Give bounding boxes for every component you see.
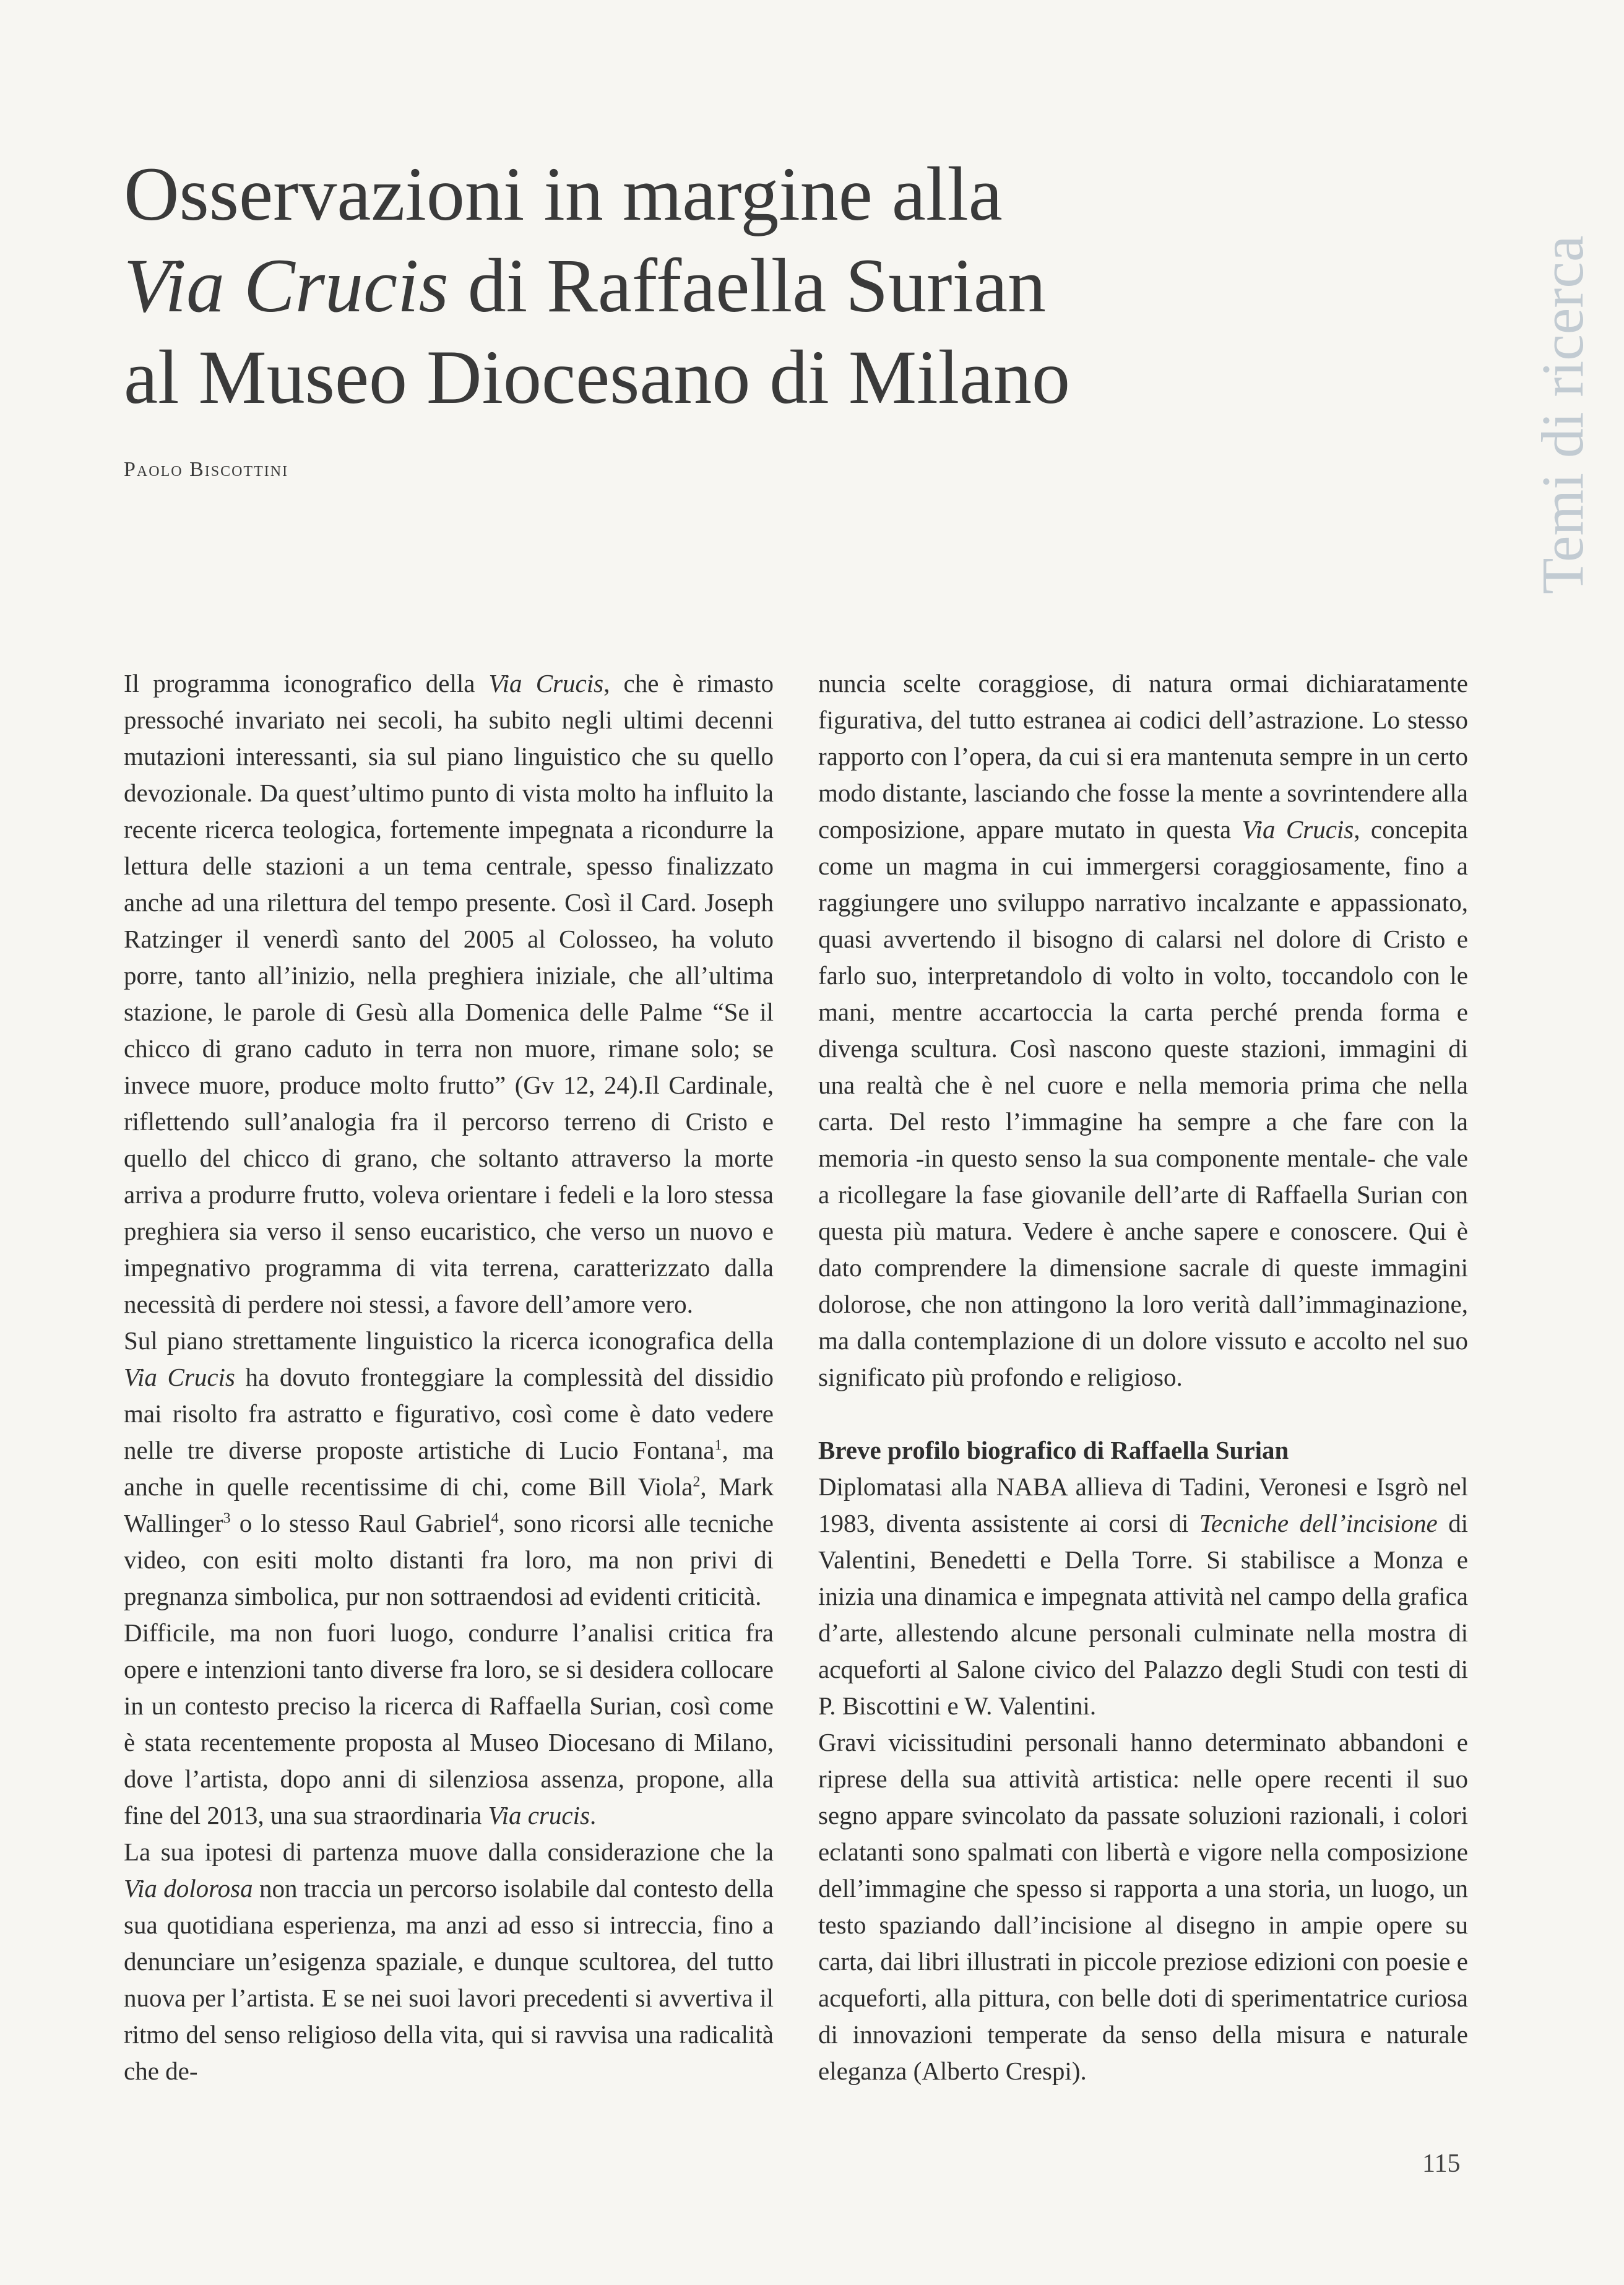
article-title xyxy=(124,149,1275,423)
text-run: Difficile, ma non fuori luogo, condurre l’analisi critica fra opere e intenzioni tanto diverse fra loro, se si desidera collocare in un contesto preciso la ricerca di Raffaella Surian, così come è stata recentemente proposta al Museo Diocesano di Milano, dove l’artista, dopo anni di silenziosa assenza, propone, alla fine del 2013, una sua straordinaria xyxy=(124,1618,774,1829)
right-column xyxy=(818,665,1468,2089)
footnote-ref: 1 xyxy=(714,1437,722,1454)
italic-run: Via dolorosa xyxy=(124,1874,253,1903)
text-run: ha dovuto fronteggiare la complessità del dissidio mai risolto fra astratto e figurativo, così come è dato vedere nelle tre diverse proposte artistiche di Lucio Fontana xyxy=(124,1363,774,1464)
page-number: 115 xyxy=(1422,2149,1461,2178)
footnote-ref: 2 xyxy=(693,1474,701,1490)
text-run: . xyxy=(589,1801,597,1829)
text-run: o lo stesso Raul Gabriel xyxy=(230,1509,491,1537)
title-line-2-rest: di Raffaella Surian xyxy=(448,243,1047,328)
text-run: , sono ricorsi alle tecniche video, con esiti molto distanti fra loro, ma non privi di pregnanza simbolica, pur non sottraendosi ad evidenti criticità. xyxy=(124,1509,774,1610)
italic-run: Tecniche dell’incisione xyxy=(1199,1509,1438,1537)
section-heading: Breve profilo biografico di Raffaella Surian xyxy=(818,1436,1289,1464)
text-run: Diplomatasi alla NABA allieva di Tadini, Veronesi e Isgrò nel 1983, diventa assistente ai corsi di xyxy=(818,1472,1468,1537)
paragraph xyxy=(124,1834,774,2089)
paragraph xyxy=(818,665,1468,1396)
paragraph xyxy=(124,1615,774,1834)
italic-run: Via crucis xyxy=(488,1801,590,1829)
title-line-3: al Museo Diocesano di Milano xyxy=(124,335,1071,420)
paragraph: Gravi vicissitudini personali hanno determinato abbandoni e riprese della sua attività artistica: nelle opere recenti il suo segno appare svincolato da passate soluzioni razionali, i colori eclatanti sono spalmati con libertà e vigore nella composizione dell’immagine che spesso si rapporta a una storia, un luogo, un testo spaziando dall’incisione al disegno in ampie opere su carta, dai libri illustrati in piccole preziose edizioni con poesie e acqueforti, alla pittura, con belle doti di sperimentatrice curiosa di innovazioni temperate da senso della misura e naturale eleganza (Alberto Crespi). xyxy=(818,1728,1468,2085)
paragraph xyxy=(818,1469,1468,1724)
title-line-2 xyxy=(124,240,1275,332)
paragraph xyxy=(124,665,774,1323)
text-run: , ma anche in quelle recentissime di chi, come Bill Viola xyxy=(124,1436,774,1501)
section-side-label: Temi di ricerca xyxy=(1529,235,1596,594)
text-run: nuncia scelte coraggiose, di natura ormai dichiaratamente figurativa, del tutto estranea ai codici dell’astrazione. Lo stesso rapporto con l’opera, da cui si era mantenuta sempre in un certo modo distante, lasciando che fosse la mente a sovrintendere alla composizione, appare mutato in questa xyxy=(818,669,1468,844)
footnote-ref: 3 xyxy=(223,1510,231,1527)
text-run: di Valentini, Benedetti e Della Torre. Si stabilisce a Monza e inizia una dinamica e impegnata attività nel campo della grafica d’arte, allestendo alcune personali culminate nella mostra di acqueforti al Salone civico del Palazzo degli Studi con testi di P. Biscottini e W. Valentini. xyxy=(818,1509,1468,1720)
italic-run: Via Crucis xyxy=(1242,815,1354,844)
text-run: non traccia un percorso isolabile dal contesto della sua quotidiana esperienza, ma anzi ad esso si intreccia, fino a denunciare un’esigenza spaziale, e dunque scultorea, del tutto nuova per l’artista. E se nei suoi lavori precedenti si avvertiva il ritmo del senso religioso della vita, qui si ravvisa una radicalità che de- xyxy=(124,1874,774,2085)
title-italic: Via Crucis xyxy=(124,243,449,328)
text-run: La sua ipotesi di partenza muove dalla considerazione che la xyxy=(124,1838,774,1866)
text-run: , concepita come un magma in cui immergersi coraggiosamente, fino a raggiungere uno sviluppo narrativo incalzante e appassionato, quasi avvertendo il bisogno di calarsi nel dolore di Cristo e farlo suo, interpretandolo di volto in volto, toccandolo con le mani, mentre accartoccia la carta perché prenda forma e divenga scultura. Così nascono queste stazioni, immagini di una realtà che è nel cuore e nella memoria prima che nella carta. Del resto l’immagine ha sempre a che fare con la memoria -in questo senso la sua componente mentale- che vale a ricollegare la fase giovanile dell’arte di Raffaella Surian con questa più matura. Vedere è anche sapere e conoscere. Qui è dato comprendere la dimensione sacrale di queste immagini dolorose, che non attingono la loro verità dall’immaginazione, ma dalla contemplazione di un dolore vissuto e accolto nel suo significato più profondo e religioso. xyxy=(818,815,1468,1391)
left-column xyxy=(124,665,774,2089)
text-run: , che è rimasto pressoché invariato nei secoli, ha subito negli ultimi decenni mutazioni interessanti, sia sul piano linguistico che su quello devozionale. Da quest’ultimo punto di vista molto ha influito la recente ricerca teologica, fortemente impegnata a ricondurre la lettura delle stazioni a un tema centrale, spesso finalizzato anche ad una rilettura del tempo presente. Così il Card. Joseph Ratzinger il venerdì santo del 2005 al Colosseo, ha voluto porre, tanto all’inizio, nella preghiera iniziale, che all’ultima stazione, le parole di Gesù alla Domenica delle Palme “Se il chicco di grano caduto in terra non muore, rimane solo; se invece muore, produce molto frutto” (Gv 12, 24).Il Cardinale, riflettendo sull’analogia fra il percorso terreno di Cristo e quello del chicco di grano, che soltanto attraverso la morte arriva a produrre frutto, voleva orientare i fedeli e la loro stessa preghiera sia verso il senso eucaristico, che verso un nuovo e impegnativo programma di vita terrena, caratterizzato dalla necessità di perdere noi stessi, a favore dell’amore vero. xyxy=(124,669,774,1318)
text-run: , Mark Wallinger xyxy=(124,1472,774,1537)
italic-run: Via Crucis xyxy=(488,669,604,698)
title-line-1: Osservazioni in margine alla xyxy=(124,152,1003,236)
text-run: Sul piano strettamente linguistico la ricerca iconografica della xyxy=(124,1326,774,1355)
italic-run: Via Crucis xyxy=(124,1363,235,1391)
author-name: Paolo Biscottini xyxy=(124,458,289,481)
paragraph xyxy=(124,1323,774,1615)
text-run: Il programma iconografico della xyxy=(124,669,489,698)
footnote-ref: 4 xyxy=(491,1510,499,1527)
